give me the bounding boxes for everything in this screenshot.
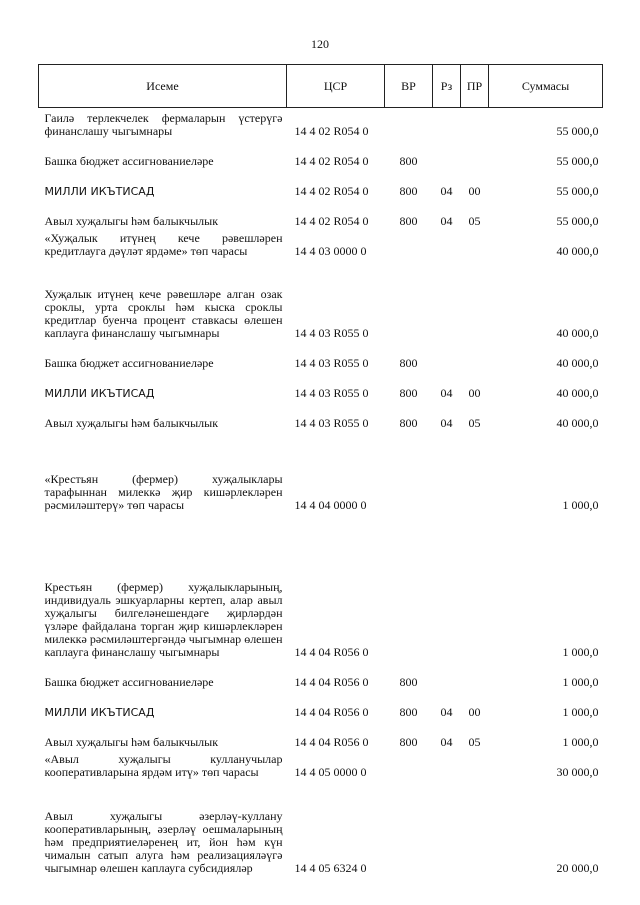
row-csr: 14 4 02 R054 0 [294, 124, 369, 138]
row-csr: 14 4 04 R056 0 [294, 645, 369, 659]
row-csr: 14 4 05 6324 0 [294, 861, 367, 875]
row-csr: 14 4 04 R056 0 [294, 705, 369, 719]
row-pr [461, 340, 489, 370]
table-row [39, 659, 603, 689]
row-csr: 14 4 02 R054 0 [294, 184, 369, 198]
row-pr [461, 512, 489, 659]
row-name: Гаилә терлекчелек фермаларын үстерүгә финанслашу чыгымнары [44, 111, 283, 138]
page-number: 120 [311, 37, 329, 51]
row-pr [461, 749, 489, 779]
row-pr: 05 [468, 214, 481, 228]
row-name: «Крестьян (фермер) хуҗалыклары тарафыннан милеккә җир кишәрлекләрен рәсмиләштерү» төп чарасы [44, 472, 283, 512]
row-rz [433, 659, 461, 689]
row-sum: 40 000,0 [556, 356, 599, 370]
row-sum: 1 000,0 [562, 705, 599, 719]
row-sum: 55 000,0 [556, 214, 599, 228]
row-vr: 800 [399, 675, 418, 689]
row-rz [433, 108, 461, 139]
row-sum: 40 000,0 [556, 416, 599, 430]
row-sum: 30 000,0 [556, 765, 599, 779]
table-row [39, 138, 603, 168]
row-rz [433, 228, 461, 258]
row-sum: 40 000,0 [556, 244, 599, 258]
table-row [39, 340, 603, 370]
row-vr [385, 258, 433, 340]
row-name: Крестьян (фермер) хуҗалыкларының, индивидуаль эшкуарларны кертеп, алар авыл хуҗалыгы билгеләнешендәге җирләрдән үзләре файдалана торган җир кишәрлекләрен милеккә рәсмиләштергәндә чыгымнар өлешен каплауга финанслашу чыгымнары [44, 580, 283, 659]
row-name: Авыл хуҗалыгы һәм балыкчылык [44, 214, 219, 228]
row-name: «Авыл хуҗалыгы кулланучылар кооперативларына ярдәм итү» төп чарасы [44, 752, 283, 779]
header-sum: Суммасы [489, 65, 603, 108]
row-vr: 800 [399, 184, 418, 198]
header-csr: ЦСР [287, 65, 385, 108]
row-vr: 800 [399, 705, 418, 719]
row-name: Хуҗалык итүнең кече рәвешләре алган озак сроклы, урта сроклы һәм кыска сроклы кредитлар буенча процент ставкасы өлешен каплауга финанслашу чыгымнары [44, 287, 283, 340]
row-pr [461, 430, 489, 512]
row-pr [461, 779, 489, 875]
row-pr [461, 228, 489, 258]
budget-table [38, 64, 603, 875]
row-pr [461, 659, 489, 689]
table-header-row [39, 65, 603, 108]
table-row [39, 512, 603, 659]
row-vr [385, 108, 433, 139]
row-sum: 55 000,0 [556, 154, 599, 168]
row-name: МИЛЛИ ИКЪТИСАД [44, 387, 155, 400]
row-vr: 800 [399, 154, 418, 168]
row-name: Башка бюджет ассигнованиеләре [44, 356, 214, 370]
row-vr [385, 779, 433, 875]
row-csr: 14 4 03 R055 0 [294, 386, 369, 400]
row-rz [433, 512, 461, 659]
row-rz: 04 [440, 416, 453, 430]
row-name: МИЛЛИ ИКЪТИСАД [44, 706, 155, 719]
row-csr: 14 4 02 R054 0 [294, 154, 369, 168]
table-row [39, 779, 603, 875]
row-vr: 800 [399, 356, 418, 370]
table-row [39, 689, 603, 719]
table-row [39, 749, 603, 779]
row-name: Башка бюджет ассигнованиеләре [44, 154, 214, 168]
header-pr: ПР [461, 65, 489, 108]
row-vr [385, 430, 433, 512]
row-vr: 800 [399, 416, 418, 430]
row-sum: 1 000,0 [562, 675, 599, 689]
row-vr: 800 [399, 214, 418, 228]
row-csr: 14 4 04 0000 0 [294, 498, 367, 512]
table-row [39, 168, 603, 198]
row-rz: 04 [440, 705, 453, 719]
row-sum: 55 000,0 [556, 184, 599, 198]
row-rz: 04 [440, 735, 453, 749]
row-sum: 40 000,0 [556, 386, 599, 400]
table-row [39, 258, 603, 340]
row-vr: 800 [399, 735, 418, 749]
row-csr: 14 4 03 0000 0 [294, 244, 367, 258]
row-rz: 04 [440, 214, 453, 228]
row-vr [385, 512, 433, 659]
row-pr: 00 [468, 184, 481, 198]
row-name: Авыл хуҗалыгы һәм балыкчылык [44, 735, 219, 749]
table-row [39, 400, 603, 430]
table-row [39, 370, 603, 400]
row-csr: 14 4 03 R055 0 [294, 326, 369, 340]
row-sum: 1 000,0 [562, 498, 599, 512]
table-row [39, 108, 603, 139]
row-sum: 1 000,0 [562, 645, 599, 659]
row-pr: 05 [468, 416, 481, 430]
row-sum: 1 000,0 [562, 735, 599, 749]
row-name: Авыл хуҗалыгы әзерләү-куллану кооперативларының, әзерләү оешмаларының һәм предприятиеләренең ит, йон һәм күн чималын сатып алуга һәм реализацияләүгә чыгымнар өлешен каплауга субсидияләр [44, 809, 283, 875]
row-pr: 00 [468, 386, 481, 400]
row-rz: 04 [440, 386, 453, 400]
row-vr: 800 [399, 386, 418, 400]
row-pr [461, 258, 489, 340]
row-name: Авыл хуҗалыгы һәм балыкчылык [44, 416, 219, 430]
header-rz: Рз [433, 65, 461, 108]
table-row [39, 430, 603, 512]
row-csr: 14 4 05 0000 0 [294, 765, 367, 779]
row-pr: 00 [468, 705, 481, 719]
row-rz [433, 749, 461, 779]
header-vr: ВР [385, 65, 433, 108]
row-csr: 14 4 03 R055 0 [294, 356, 369, 370]
row-pr: 05 [468, 735, 481, 749]
row-vr [385, 228, 433, 258]
row-vr [385, 749, 433, 779]
row-rz: 04 [440, 184, 453, 198]
row-csr: 14 4 04 R056 0 [294, 735, 369, 749]
row-csr: 14 4 03 R055 0 [294, 416, 369, 430]
row-sum: 55 000,0 [556, 124, 599, 138]
row-rz [433, 779, 461, 875]
row-name: МИЛЛИ ИКЪТИСАД [44, 185, 155, 198]
table-row [39, 198, 603, 228]
row-rz [433, 138, 461, 168]
table-row [39, 228, 603, 258]
row-rz [433, 340, 461, 370]
row-pr [461, 108, 489, 139]
row-rz [433, 430, 461, 512]
row-sum: 40 000,0 [556, 326, 599, 340]
row-pr [461, 138, 489, 168]
row-name: «Хуҗалык итүнең кече рәвешләрен кредитлауга дәүләт ярдәме» төп чарасы [44, 231, 283, 258]
row-name: Башка бюджет ассигнованиеләре [44, 675, 214, 689]
header-name: Исеме [39, 65, 287, 108]
row-csr: 14 4 02 R054 0 [294, 214, 369, 228]
table-row [39, 719, 603, 749]
row-csr: 14 4 04 R056 0 [294, 675, 369, 689]
row-rz [433, 258, 461, 340]
row-sum: 20 000,0 [556, 861, 599, 875]
